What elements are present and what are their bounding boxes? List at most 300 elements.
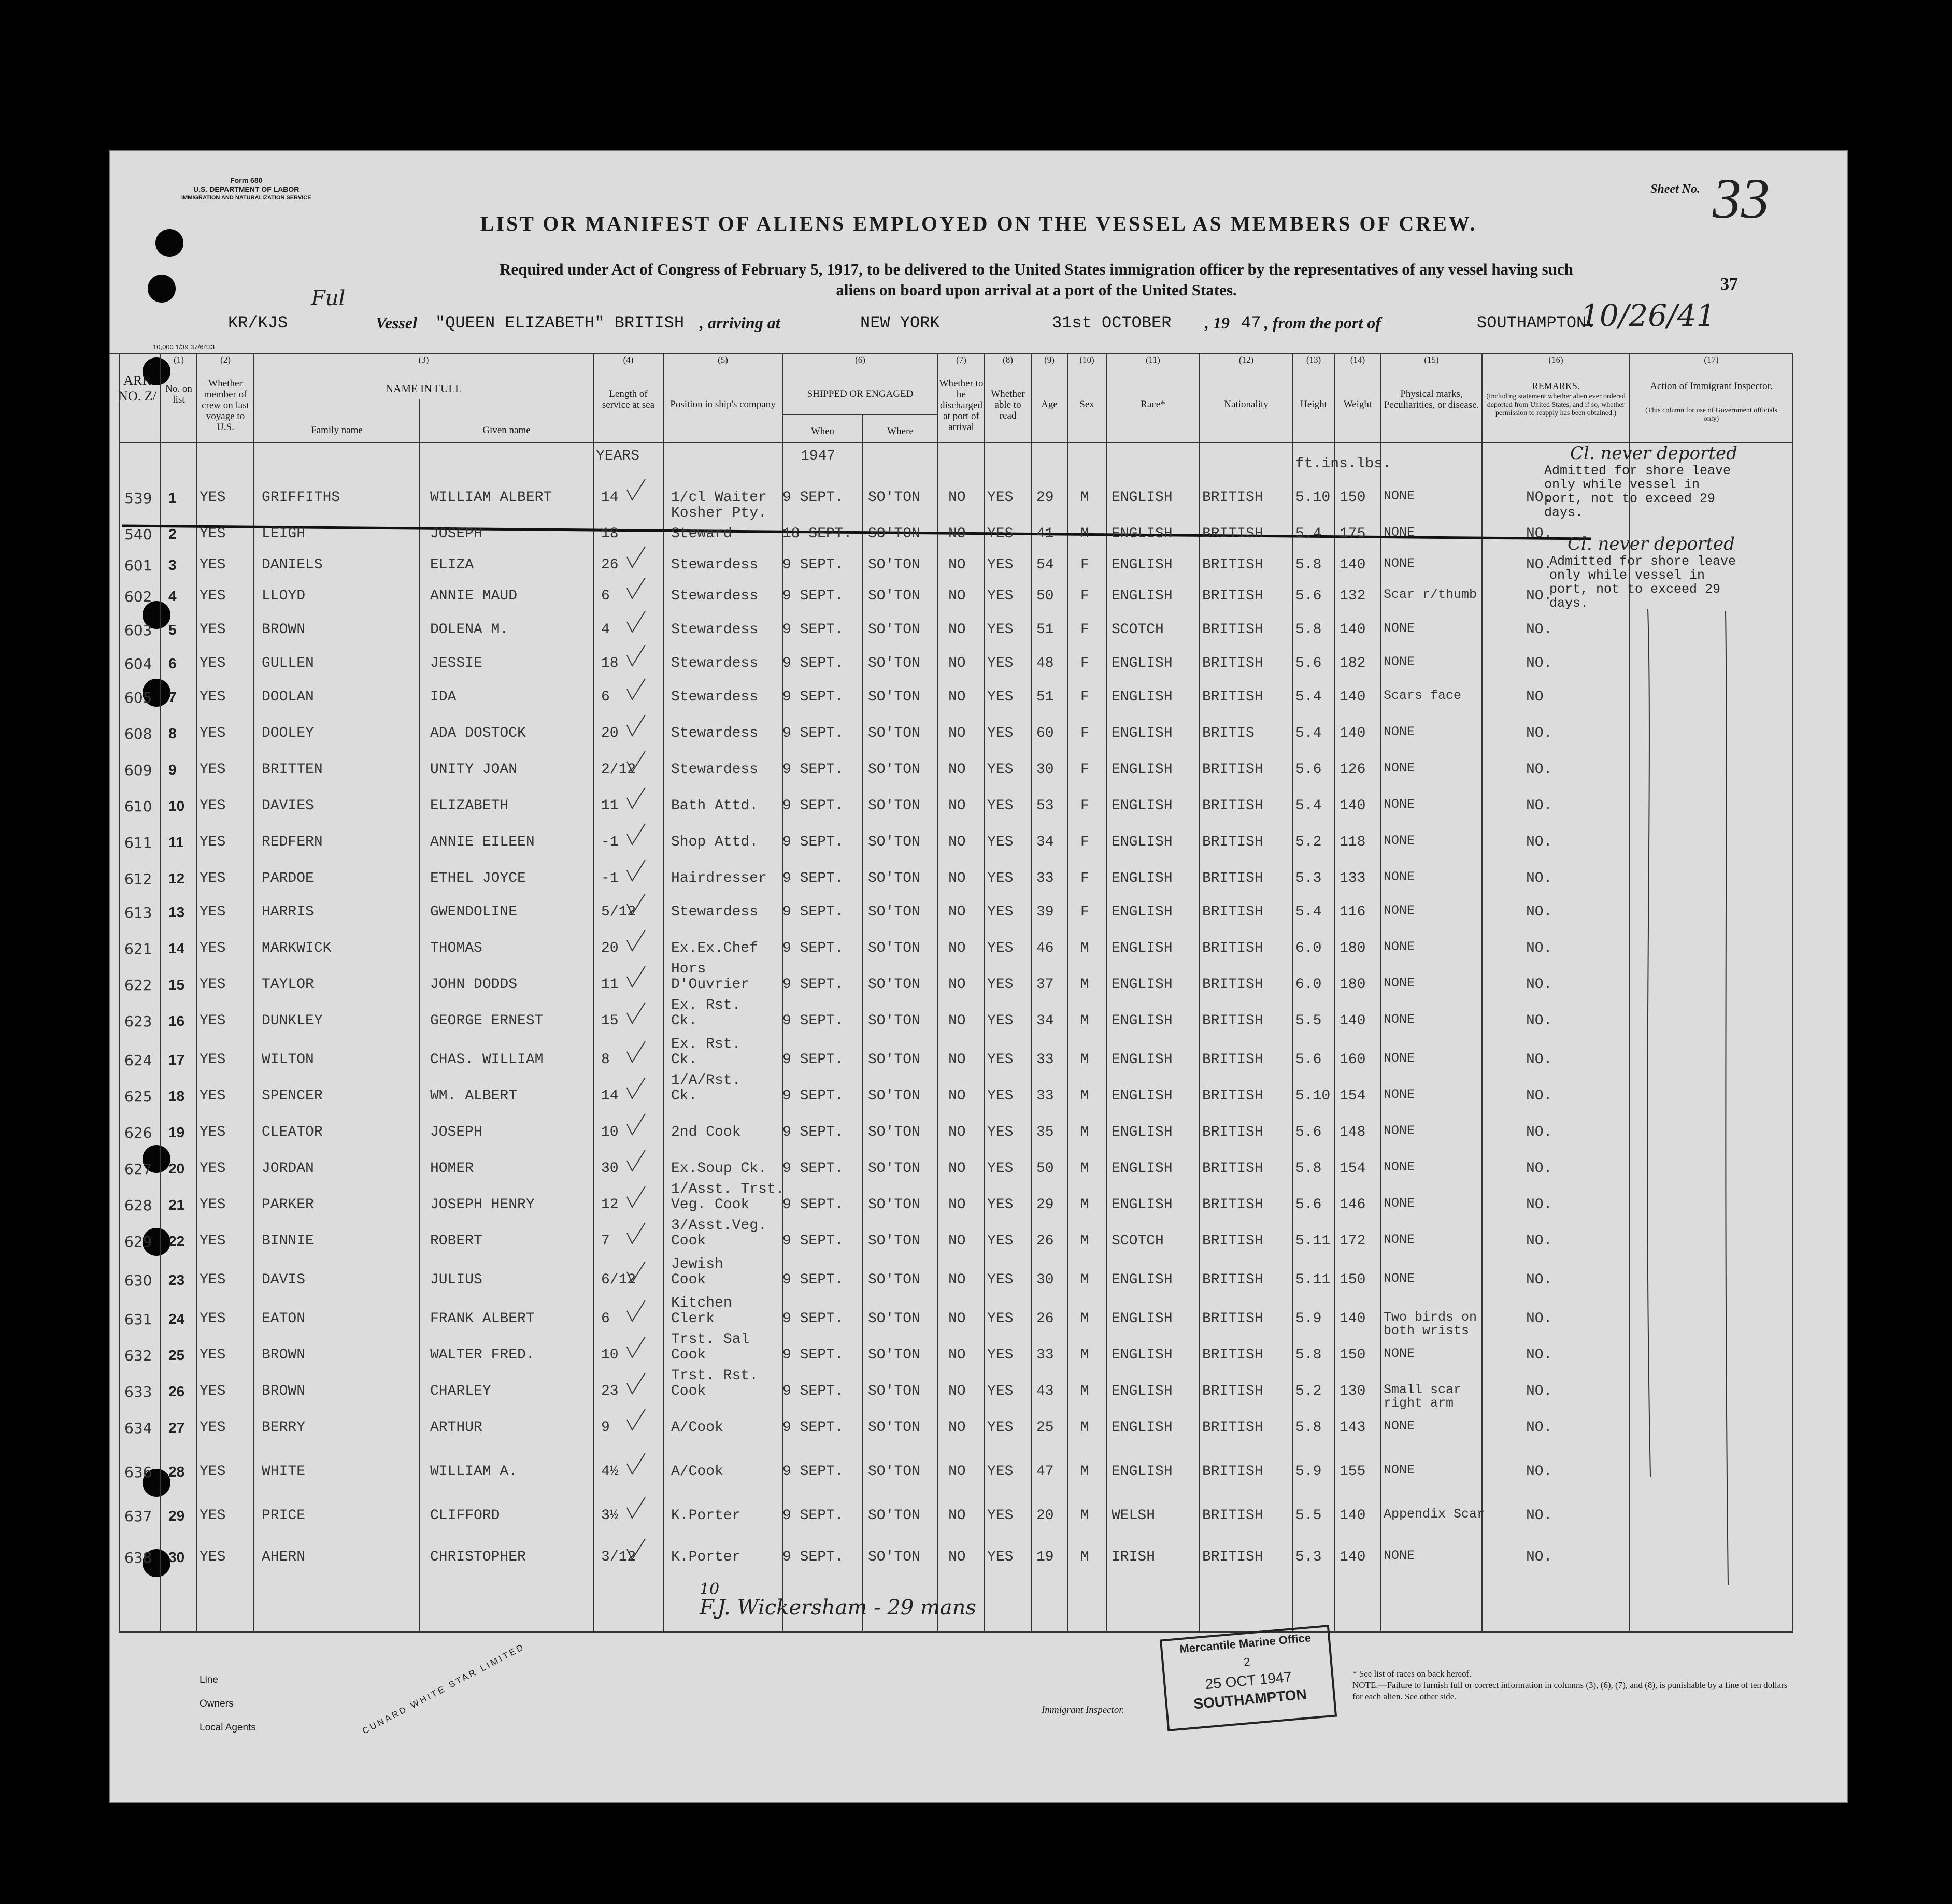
cell-position: Shop Attd. — [671, 834, 759, 850]
cell-marks: NONE — [1384, 976, 1415, 991]
cell-family: LEIGH — [262, 526, 306, 542]
cell-arr: 638 — [124, 1549, 152, 1566]
cell-given: ANNIE MAUD — [430, 588, 518, 604]
cell-service: 8 — [601, 1052, 610, 1068]
cell-sex: F — [1080, 655, 1089, 671]
col-num: (16) — [1548, 355, 1563, 365]
cell-when: 9 SEPT. — [782, 1052, 844, 1068]
cell-disch: NO — [948, 977, 966, 993]
stamp-port: SOUTHAMPTON — [1193, 1686, 1307, 1712]
cell-position: 2nd Cook — [671, 1124, 741, 1140]
cell-disch: NO — [948, 834, 966, 850]
cell-where: SO'TON — [868, 1383, 920, 1399]
cell-no: 20 — [168, 1161, 185, 1177]
cell-given: THOMAS — [430, 940, 482, 956]
cell-marks: NONE — [1384, 1463, 1415, 1478]
cell-age: 50 — [1036, 1161, 1054, 1177]
cell-when: 9 SEPT. — [782, 1347, 844, 1363]
cell-given: GWENDOLINE — [430, 904, 518, 920]
cell-remarks: NO. — [1526, 1272, 1552, 1288]
cell-read: YES — [987, 1549, 1014, 1565]
col-num: (9) — [1044, 355, 1055, 365]
cell-family: DAVIS — [262, 1272, 306, 1288]
cell-no: 11 — [168, 834, 184, 850]
cell-crew: YES — [200, 1013, 226, 1029]
cell-no: 18 — [168, 1088, 185, 1104]
cell-marks: NONE — [1384, 621, 1415, 636]
cell-weight: 140 — [1340, 1311, 1366, 1327]
cell-height: 5.2 — [1295, 1383, 1322, 1399]
departure-port: SOUTHAMPTON. — [1477, 313, 1597, 333]
cell-remarks: NO. — [1526, 725, 1552, 741]
cell-race: ENGLISH — [1112, 1013, 1173, 1029]
cell-sex: M — [1080, 1272, 1089, 1288]
cell-marks: NONE — [1384, 1012, 1415, 1027]
cell-read: YES — [987, 1508, 1014, 1524]
cell-nat: BRITIS — [1202, 725, 1255, 741]
cell-nat: BRITISH — [1202, 1052, 1263, 1068]
cell-given: JOHN DODDS — [430, 977, 518, 993]
cell-height: 5.10 — [1295, 1088, 1331, 1104]
cell-height: 5.3 — [1295, 870, 1322, 886]
header-where: Where — [887, 426, 914, 437]
col-num: (7) — [956, 355, 966, 365]
cell-nat: BRITISH — [1202, 834, 1263, 850]
cell-position: A/Cook — [671, 1420, 723, 1436]
cell-remarks: NO. — [1526, 870, 1552, 886]
cell-arr: 613 — [124, 904, 152, 921]
cell-weight: 146 — [1340, 1197, 1366, 1213]
office-stamp — [1160, 1625, 1337, 1731]
cell-height: 5.11 — [1295, 1272, 1331, 1288]
stamp-date: 25 OCT 1947 — [1204, 1668, 1293, 1693]
cell-crew: YES — [200, 725, 226, 741]
cell-age: 54 — [1036, 557, 1054, 573]
cell-remarks: NO. — [1526, 798, 1552, 814]
cell-when: 9 SEPT. — [782, 725, 844, 741]
cell-weight: 140 — [1340, 798, 1366, 814]
cell-given: GEORGE ERNEST — [430, 1013, 544, 1029]
cell-nat: BRITISH — [1202, 1549, 1263, 1565]
cell-crew: YES — [200, 1464, 226, 1480]
cell-remarks: NO. — [1526, 1161, 1552, 1177]
cell-nat: BRITISH — [1202, 1311, 1263, 1327]
cell-position-line2: Hors — [671, 961, 706, 977]
footnote-races: * See list of races on back hereof. — [1352, 1669, 1472, 1679]
cell-crew: YES — [200, 870, 226, 886]
cell-race: ENGLISH — [1112, 798, 1173, 814]
cell-weight: 140 — [1340, 622, 1366, 638]
cell-age: 33 — [1036, 1088, 1054, 1104]
cell-race: ENGLISH — [1112, 1124, 1173, 1140]
cell-position-line2: Trst. Sal — [671, 1332, 750, 1348]
cell-marks: Appendix Scar — [1384, 1507, 1485, 1522]
cell-disch: NO — [948, 1311, 966, 1327]
cell-position: Ck. — [671, 1088, 697, 1104]
col-num: (5) — [718, 355, 728, 365]
cell-arr: 623 — [124, 1013, 152, 1030]
cell-given: ELIZABETH — [430, 798, 509, 814]
cell-sex: M — [1080, 1311, 1089, 1327]
cell-sex: M — [1080, 490, 1089, 506]
cell-sex: M — [1080, 977, 1089, 993]
cell-where: SO'TON — [868, 1508, 920, 1524]
cell-service: 5/12 — [601, 904, 636, 920]
cell-where: SO'TON — [868, 870, 920, 886]
cell-sex: F — [1080, 870, 1089, 886]
cell-height: 5.6 — [1295, 762, 1322, 778]
cell-position-line2: Jewish — [671, 1256, 723, 1272]
cell-service: 6 — [601, 1311, 610, 1327]
cell-weight: 148 — [1340, 1124, 1366, 1140]
cell-given: JULIUS — [430, 1272, 482, 1288]
cell-read: YES — [987, 798, 1014, 814]
cell-read: YES — [987, 834, 1014, 850]
cell-disch: NO — [948, 1197, 966, 1213]
cell-no: 14 — [168, 940, 185, 956]
arrival-port: NEW YORK — [860, 313, 940, 333]
cell-nat: BRITISH — [1202, 1347, 1263, 1363]
cell-where: SO'TON — [868, 1464, 920, 1480]
cell-race: SCOTCH — [1112, 622, 1164, 638]
cell-crew: YES — [200, 940, 226, 956]
cell-where: SO'TON — [868, 1347, 920, 1363]
cell-family: HARRIS — [262, 904, 314, 920]
cell-family: TAYLOR — [262, 977, 314, 993]
cell-age: 60 — [1036, 725, 1054, 741]
cell-marks: NONE — [1384, 556, 1415, 571]
cell-arr: 610 — [124, 798, 152, 815]
cell-read: YES — [987, 1052, 1014, 1068]
cell-remarks: NO. — [1526, 1052, 1552, 1068]
cell-given: JOSEPH HENRY — [430, 1197, 535, 1213]
cell-read: YES — [987, 870, 1014, 886]
cell-read: YES — [987, 1420, 1014, 1436]
cell-where: SO'TON — [868, 689, 920, 705]
cell-weight: 116 — [1340, 904, 1366, 920]
cell-crew: YES — [200, 1233, 226, 1249]
cell-family: WILTON — [262, 1052, 314, 1068]
cell-position: Stewardess — [671, 655, 759, 671]
col-num: (6) — [855, 355, 865, 365]
cell-service: 11 — [601, 977, 619, 993]
cell-height: 5.2 — [1295, 834, 1322, 850]
cell-crew: YES — [200, 526, 226, 542]
cell-family: GULLEN — [262, 655, 314, 671]
year-label: 1947 — [801, 448, 836, 464]
cell-family: BRITTEN — [262, 762, 323, 778]
cell-disch: NO — [948, 798, 966, 814]
cell-read: YES — [987, 588, 1014, 604]
cell-no: 9 — [168, 762, 177, 778]
cell-arr: 621 — [124, 940, 152, 957]
cell-weight: 155 — [1340, 1464, 1366, 1480]
cell-family: JORDAN — [262, 1161, 314, 1177]
cell-height: 5.4 — [1295, 904, 1322, 920]
cell-marks: NONE — [1384, 1346, 1415, 1361]
cell-service: 6 — [601, 689, 610, 705]
cell-marks: NONE — [1384, 833, 1415, 848]
cell-height: 5.6 — [1295, 1197, 1322, 1213]
col-num: (14) — [1350, 355, 1365, 365]
cell-age: 25 — [1036, 1420, 1054, 1436]
cell-when: 9 SEPT. — [782, 1161, 844, 1177]
cell-no: 17 — [168, 1052, 185, 1068]
cell-position: Cook — [671, 1233, 706, 1249]
cell-nat: BRITISH — [1202, 557, 1263, 573]
cell-when: 9 SEPT. — [782, 1311, 844, 1327]
cell-sex: M — [1080, 1233, 1089, 1249]
cell-race: ENGLISH — [1112, 1347, 1173, 1363]
cell-read: YES — [987, 1311, 1014, 1327]
cell-race: ENGLISH — [1112, 834, 1173, 850]
cell-height: 5.4 — [1295, 526, 1322, 542]
cell-position-line2: Trst. Rst. — [671, 1368, 759, 1384]
handwritten-remark: Cl. never deported — [1570, 443, 1737, 464]
header-action-note: (This column for use of Government officials only) — [1645, 407, 1777, 423]
cell-nat: BRITISH — [1202, 798, 1263, 814]
cell-arr: 603 — [124, 622, 152, 639]
cell-marks: NONE — [1384, 1159, 1415, 1175]
cell-service: 7 — [601, 1233, 610, 1249]
cell-when: 9 SEPT. — [782, 622, 844, 638]
cell-height: 5.6 — [1295, 1052, 1322, 1068]
cell-service: 12 — [601, 1197, 619, 1213]
cell-read: YES — [987, 1161, 1014, 1177]
cell-family: DANIELS — [262, 557, 323, 573]
col-num: (11) — [1146, 355, 1160, 365]
cell-family: EATON — [262, 1311, 306, 1327]
cell-sex: F — [1080, 557, 1089, 573]
cell-disch: NO — [948, 1233, 966, 1249]
header-action: Action of Immigrant Inspector. — [1650, 381, 1773, 392]
cell-position: Stewardess — [671, 622, 759, 638]
cell-no: 2 — [168, 526, 177, 542]
cell-crew: YES — [200, 1161, 226, 1177]
cell-race: ENGLISH — [1112, 490, 1173, 506]
cell-weight: 160 — [1340, 1052, 1366, 1068]
cell-sex: F — [1080, 798, 1089, 814]
cell-weight: 150 — [1340, 1347, 1366, 1363]
cell-when: 9 SEPT. — [782, 557, 844, 573]
cell-service: 23 — [601, 1383, 619, 1399]
cell-crew: YES — [200, 977, 226, 993]
cell-disch: NO — [948, 904, 966, 920]
cell-read: YES — [987, 622, 1014, 638]
cell-where: SO'TON — [868, 834, 920, 850]
cell-disch: NO — [948, 1088, 966, 1104]
cell-height: 5.9 — [1295, 1311, 1322, 1327]
cell-family: SPENCER — [262, 1088, 323, 1104]
cell-sex: M — [1080, 526, 1089, 542]
cell-position: Veg. Cook — [671, 1197, 750, 1213]
cell-height: 5.4 — [1295, 689, 1322, 705]
cell-crew: YES — [200, 762, 226, 778]
cell-family: BROWN — [262, 1347, 306, 1363]
cell-read: YES — [987, 1233, 1014, 1249]
cell-crew: YES — [200, 904, 226, 920]
cell-read: YES — [987, 490, 1014, 506]
cell-sex: M — [1080, 1383, 1089, 1399]
cell-crew: YES — [200, 689, 226, 705]
cell-nat: BRITISH — [1202, 1013, 1263, 1029]
cell-marks: NONE — [1384, 797, 1415, 812]
cell-arr: 604 — [124, 655, 152, 672]
handwritten-number: 10 — [700, 1580, 720, 1598]
cell-race: ENGLISH — [1112, 725, 1173, 741]
col-num: (3) — [418, 355, 429, 365]
cell-family: PRICE — [262, 1508, 306, 1524]
cell-given: FRANK ALBERT — [430, 1311, 535, 1327]
cell-nat: BRITISH — [1202, 689, 1263, 705]
cell-no: 21 — [168, 1197, 185, 1213]
cell-nat: BRITISH — [1202, 940, 1263, 956]
cell-service: 2/12 — [601, 762, 636, 778]
cell-nat: BRITISH — [1202, 1233, 1263, 1249]
cell-sex: M — [1080, 1347, 1089, 1363]
cell-arr: 628 — [124, 1197, 152, 1214]
cell-arr: 626 — [124, 1124, 152, 1141]
cell-disch: NO — [948, 588, 966, 604]
cell-no: 30 — [168, 1549, 185, 1565]
cell-when: 9 SEPT. — [782, 1233, 844, 1249]
cell-sex: M — [1080, 1088, 1089, 1104]
cell-height: 5.4 — [1295, 725, 1322, 741]
cell-marks: NONE — [1384, 1087, 1415, 1102]
cell-remarks: NO. — [1526, 1088, 1552, 1104]
cell-given: JESSIE — [430, 655, 482, 671]
cell-where: SO'TON — [868, 977, 920, 993]
cell-remarks: NO. — [1526, 1508, 1552, 1524]
cell-nat: BRITISH — [1202, 1197, 1263, 1213]
cell-position: Ex.Ex.Chef — [671, 940, 759, 956]
cell-sex: M — [1080, 1549, 1089, 1565]
cell-crew: YES — [200, 798, 226, 814]
header-race: Race* — [1141, 399, 1165, 410]
cell-race: ENGLISH — [1112, 1197, 1173, 1213]
cell-weight: 150 — [1340, 1272, 1366, 1288]
cell-service: 20 — [601, 725, 619, 741]
cell-no: 22 — [168, 1233, 185, 1249]
cell-given: IDA — [430, 689, 457, 705]
cell-given: ADA DOSTOCK — [430, 725, 526, 741]
cell-nat: BRITISH — [1202, 762, 1263, 778]
cell-height: 5.8 — [1295, 1420, 1322, 1436]
year-suffix: 47 — [1241, 313, 1261, 333]
header-given-name: Given name — [482, 425, 531, 436]
cell-nat: BRITISH — [1202, 1272, 1263, 1288]
cell-remarks: NO — [1526, 689, 1544, 705]
cell-no: 19 — [168, 1124, 185, 1140]
cell-race: ENGLISH — [1112, 977, 1173, 993]
cell-family: BERRY — [262, 1420, 306, 1436]
cell-position: Stewardess — [671, 904, 759, 920]
cell-position: Cook — [671, 1347, 706, 1363]
cell-read: YES — [987, 1383, 1014, 1399]
stamp-number: 2 — [1243, 1655, 1251, 1669]
cell-height: 6.0 — [1295, 940, 1322, 956]
cell-remarks: NO. — [1526, 655, 1552, 671]
cell-arr: 630 — [124, 1272, 152, 1289]
cell-service: 9 — [601, 1420, 610, 1436]
cell-sex: F — [1080, 904, 1089, 920]
cell-height: 5.8 — [1295, 557, 1322, 573]
cell-disch: NO — [948, 1549, 966, 1565]
years-label: YEARS — [596, 448, 640, 464]
cell-sex: F — [1080, 689, 1089, 705]
cell-sex: F — [1080, 762, 1089, 778]
cell-when: 9 SEPT. — [782, 490, 844, 506]
cell-arr: 632 — [124, 1347, 152, 1364]
manifest-sheet — [109, 150, 1848, 1803]
year-prefix: , 19 — [1205, 313, 1230, 332]
cell-sex: M — [1080, 1161, 1089, 1177]
cell-weight: 143 — [1340, 1420, 1366, 1436]
cell-weight: 140 — [1340, 1508, 1366, 1524]
cell-where: SO'TON — [868, 1052, 920, 1068]
cell-sex: M — [1080, 1197, 1089, 1213]
cell-disch: NO — [948, 940, 966, 956]
cell-disch: NO — [948, 526, 966, 542]
cell-age: 37 — [1036, 977, 1054, 993]
cell-age: 50 — [1036, 588, 1054, 604]
cell-service: 11 — [601, 798, 619, 814]
footer-fields — [200, 1668, 256, 1740]
cell-weight: 140 — [1340, 689, 1366, 705]
header-no-on-list: No. on list — [165, 383, 192, 405]
cell-family: DAVIES — [262, 798, 314, 814]
cell-marks: NONE — [1384, 525, 1415, 540]
col-num: (8) — [1003, 355, 1013, 365]
cell-height: 5.6 — [1295, 1124, 1322, 1140]
cell-remarks: NO. — [1526, 1013, 1552, 1029]
typed-remark: Admitted for shore leave only while vessel in port, not to exceed 29 days. — [1549, 554, 1736, 611]
header-age: Age — [1041, 399, 1058, 410]
cell-when: 9 SEPT. — [782, 588, 844, 604]
cell-position-line2: 3/Asst.Veg. — [671, 1218, 767, 1234]
cell-family: GRIFFITHS — [262, 490, 340, 506]
cell-sex: F — [1080, 725, 1089, 741]
cell-age: 48 — [1036, 655, 1054, 671]
cell-family: AHERN — [262, 1549, 306, 1565]
cell-family: PARKER — [262, 1197, 314, 1213]
cell-service: 3½ — [601, 1508, 619, 1524]
cell-disch: NO — [948, 1161, 966, 1177]
header-able-read: Whether able to read — [991, 389, 1025, 421]
cell-when: 9 SEPT. — [782, 834, 844, 850]
cell-service: 18 — [601, 526, 619, 542]
cell-marks: NONE — [1384, 1271, 1415, 1286]
cell-age: 26 — [1036, 1233, 1054, 1249]
col-num: (4) — [623, 355, 634, 365]
cell-service: 4½ — [601, 1464, 619, 1480]
cell-marks: NONE — [1384, 869, 1415, 884]
col-num: (10) — [1079, 355, 1094, 365]
cell-given: ELIZA — [430, 557, 474, 573]
header-remarks-note: (Including statement whether alien ever ordered deported from United States, and if so, whether permission to reapply has been obtained.) — [1486, 393, 1626, 417]
cell-sex: F — [1080, 588, 1089, 604]
cell-no: 26 — [168, 1383, 185, 1399]
cell-no: 8 — [168, 725, 177, 741]
cell-service: 4 — [601, 622, 610, 638]
cell-family: BROWN — [262, 622, 306, 638]
handwritten-remark: Cl. never deported — [1568, 534, 1735, 554]
cell-height: 5.5 — [1295, 1508, 1322, 1524]
cell-arr: 612 — [124, 870, 152, 887]
cell-marks: NONE — [1384, 1548, 1415, 1563]
cell-disch: NO — [948, 1508, 966, 1524]
cell-arr: 539 — [124, 490, 152, 507]
